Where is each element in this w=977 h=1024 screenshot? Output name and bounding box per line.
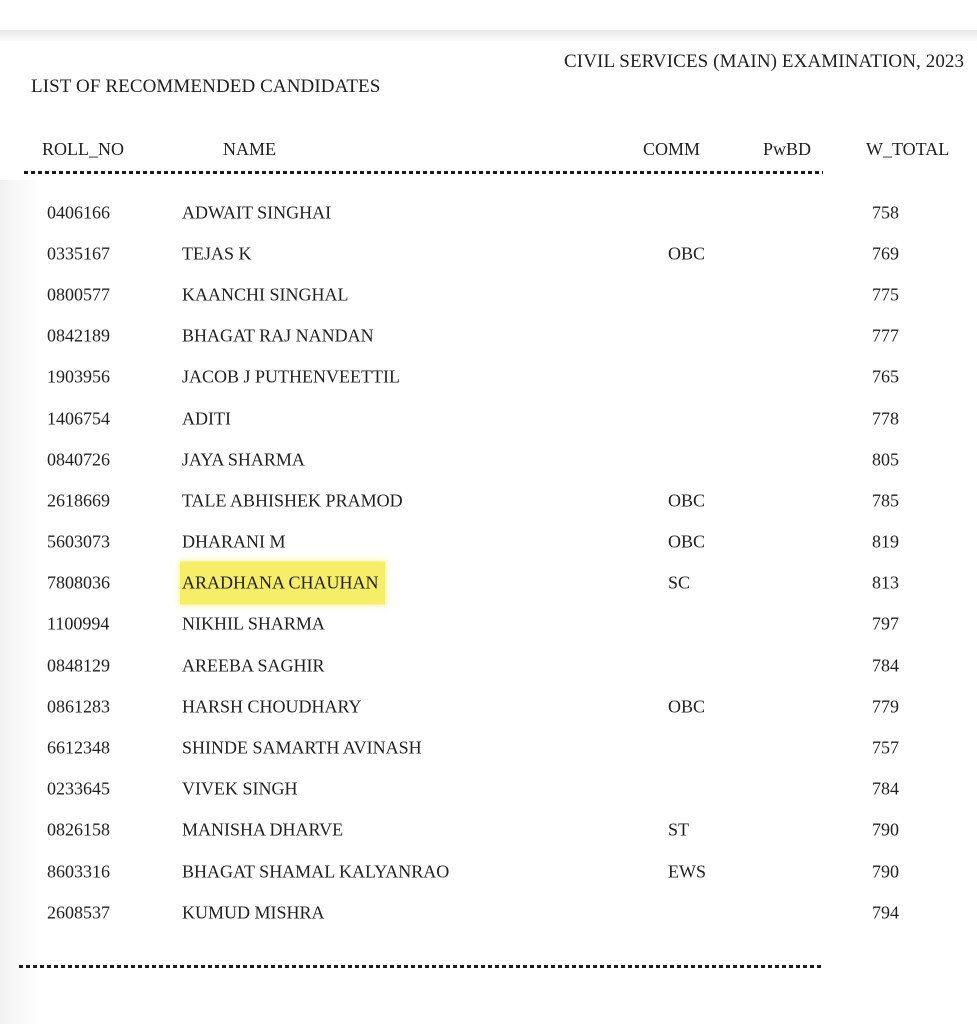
name-cell: JAYA SHARMA — [182, 449, 305, 470]
table-row — [0, 769, 977, 810]
column-header-name: NAME — [223, 139, 276, 159]
table-rows — [0, 192, 977, 933]
table-row — [0, 851, 977, 892]
roll-no-cell: 1100994 — [47, 613, 110, 634]
name-cell: KAANCHI SINGHAL — [182, 284, 349, 305]
column-header-w-total: W_TOTAL — [866, 139, 950, 159]
name-cell: BHAGAT SHAMAL KALYANRAO — [182, 861, 450, 882]
w-total-cell: 769 — [872, 243, 899, 264]
table-row — [0, 727, 977, 768]
roll-no-cell: 5603073 — [47, 531, 110, 552]
name-cell: VIVEK SINGH — [182, 778, 298, 799]
comm-cell: OBC — [668, 531, 706, 552]
w-total-cell: 784 — [872, 778, 899, 799]
name-cell: JACOB J PUTHENVEETTIL — [182, 366, 400, 387]
table-row — [0, 316, 977, 357]
table-row — [0, 192, 977, 233]
roll-no-cell: 0848129 — [47, 655, 110, 676]
roll-no-cell: 0233645 — [47, 778, 110, 799]
name-cell: DHARANI M — [182, 531, 286, 552]
name-cell: AREEBA SAGHIR — [182, 655, 325, 676]
scan-artifact-band — [0, 30, 977, 41]
roll-no-cell: 1406754 — [47, 408, 110, 429]
roll-no-cell: 0335167 — [47, 243, 110, 264]
comm-cell: OBC — [668, 696, 706, 717]
w-total-cell: 779 — [872, 696, 899, 717]
name-cell: ADWAIT SINGHAI — [182, 202, 332, 223]
name-cell: TEJAS K — [182, 243, 252, 264]
comm-cell: SC — [668, 572, 691, 593]
comm-cell: EWS — [668, 861, 706, 882]
exam-title: CIVIL SERVICES (MAIN) EXAMINATION, 2023 — [564, 51, 965, 72]
roll-no-cell: 6612348 — [47, 737, 110, 758]
name-cell: HARSH CHOUDHARY — [182, 696, 362, 717]
name-cell: NIKHIL SHARMA — [182, 613, 325, 634]
table-row — [0, 645, 977, 686]
roll-no-cell: 0406166 — [47, 202, 110, 223]
comm-cell: ST — [668, 819, 690, 840]
w-total-cell: 785 — [872, 490, 899, 511]
name-cell: KUMUD MISHRA — [182, 902, 325, 923]
w-total-cell: 765 — [872, 366, 899, 387]
comm-cell: OBC — [668, 243, 706, 264]
table-row — [0, 274, 977, 315]
w-total-cell: 775 — [872, 284, 899, 305]
table-row — [0, 357, 977, 398]
w-total-cell: 784 — [872, 655, 899, 676]
dashed-divider-bottom — [19, 965, 823, 968]
w-total-cell: 813 — [872, 572, 899, 593]
roll-no-cell: 0861283 — [47, 696, 110, 717]
roll-no-cell: 0840726 — [47, 449, 110, 470]
table-row — [0, 563, 977, 604]
name-cell: ADITI — [182, 408, 231, 429]
roll-no-cell: 1903956 — [47, 366, 110, 387]
highlighted-name: ARADHANA CHAUHAN — [180, 562, 385, 605]
comm-cell: OBC — [668, 490, 706, 511]
roll-no-cell: 0800577 — [47, 284, 110, 305]
column-header-comm: COMM — [643, 139, 701, 159]
name-cell: BHAGAT RAJ NANDAN — [182, 325, 374, 346]
w-total-cell: 805 — [872, 449, 899, 470]
roll-no-cell: 8603316 — [47, 861, 110, 882]
table-row — [0, 810, 977, 851]
table-row — [0, 892, 977, 933]
w-total-cell: 790 — [872, 819, 899, 840]
roll-no-cell: 7808036 — [47, 572, 110, 593]
list-title: LIST OF RECOMMENDED CANDIDATES — [31, 76, 381, 97]
column-header-roll-no: ROLL_NO — [42, 139, 124, 159]
w-total-cell: 794 — [872, 902, 899, 923]
roll-no-cell: 2608537 — [47, 902, 110, 923]
table-row — [0, 233, 977, 274]
roll-no-cell: 0842189 — [47, 325, 110, 346]
w-total-cell: 757 — [872, 737, 899, 758]
name-cell: MANISHA DHARVE — [182, 819, 344, 840]
w-total-cell: 790 — [872, 861, 899, 882]
w-total-cell: 797 — [872, 613, 899, 634]
table-row — [0, 686, 977, 727]
table-row — [0, 439, 977, 480]
dashed-divider-top — [24, 171, 823, 174]
table-row — [0, 522, 977, 563]
w-total-cell: 777 — [872, 325, 899, 346]
table-header-row — [0, 139, 977, 161]
w-total-cell: 758 — [872, 202, 899, 223]
roll-no-cell: 2618669 — [47, 490, 110, 511]
name-cell: TALE ABHISHEK PRAMOD — [182, 490, 403, 511]
w-total-cell: 819 — [872, 531, 899, 552]
name-cell — [182, 562, 385, 605]
table-row — [0, 604, 977, 645]
roll-no-cell: 0826158 — [47, 819, 110, 840]
w-total-cell: 778 — [872, 408, 899, 429]
table-row — [0, 398, 977, 439]
table-row — [0, 480, 977, 521]
column-header-pwbd: PwBD — [763, 139, 812, 159]
name-cell: SHINDE SAMARTH AVINASH — [182, 737, 422, 758]
